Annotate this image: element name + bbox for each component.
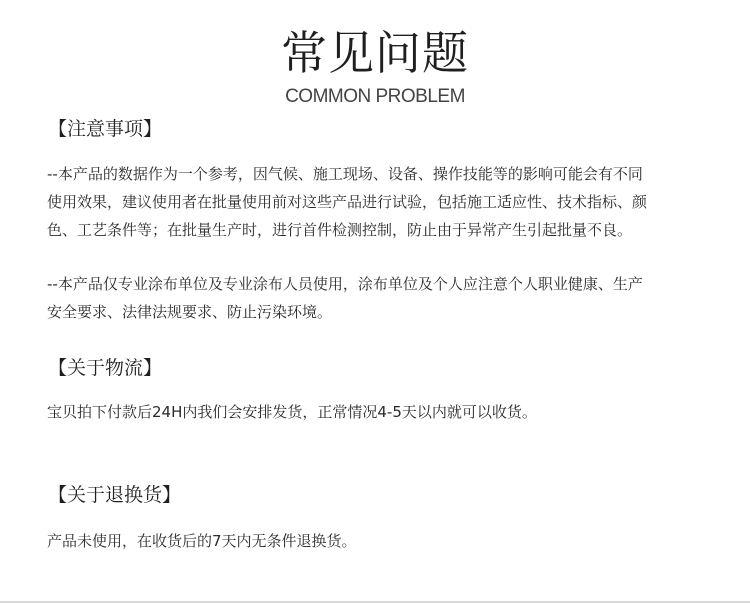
logistics-paragraph: 宝贝拍下付款后24H内我们会安排发货，正常情况4-5天以内就可以收货。 (47, 403, 537, 421)
page-title: 常见问题 (281, 26, 469, 80)
section-heading-notes: 【注意事项】 (48, 118, 163, 140)
notes-paragraph-1: --本产品的数据作为一个参考，因气候、施工现场、设备、操作技能等的影响可能会有不同 使用效果，建议使用者在批量使用前对这些产品进行试验，包括施工适应性、技术指标、颜 色、工艺条件等；在批量生产时，进行首件检测控制，防止由于异常产生引起批量不良。 (47, 165, 648, 239)
returns-paragraph: 产品未使用，在收货后的7天内无条件退换货。 (47, 532, 357, 550)
notes-paragraph-2: --本产品仅专业涂布单位及专业涂布人员使用，涂布单位及个人应注意个人职业健康、生产 安全要求、法律法规要求、防止污染环境。 (47, 275, 643, 321)
page-subtitle: COMMON PROBLEM (285, 86, 465, 107)
section-heading-returns: 【关于退换货】 (48, 484, 182, 506)
section-heading-logistics: 【关于物流】 (48, 357, 163, 379)
